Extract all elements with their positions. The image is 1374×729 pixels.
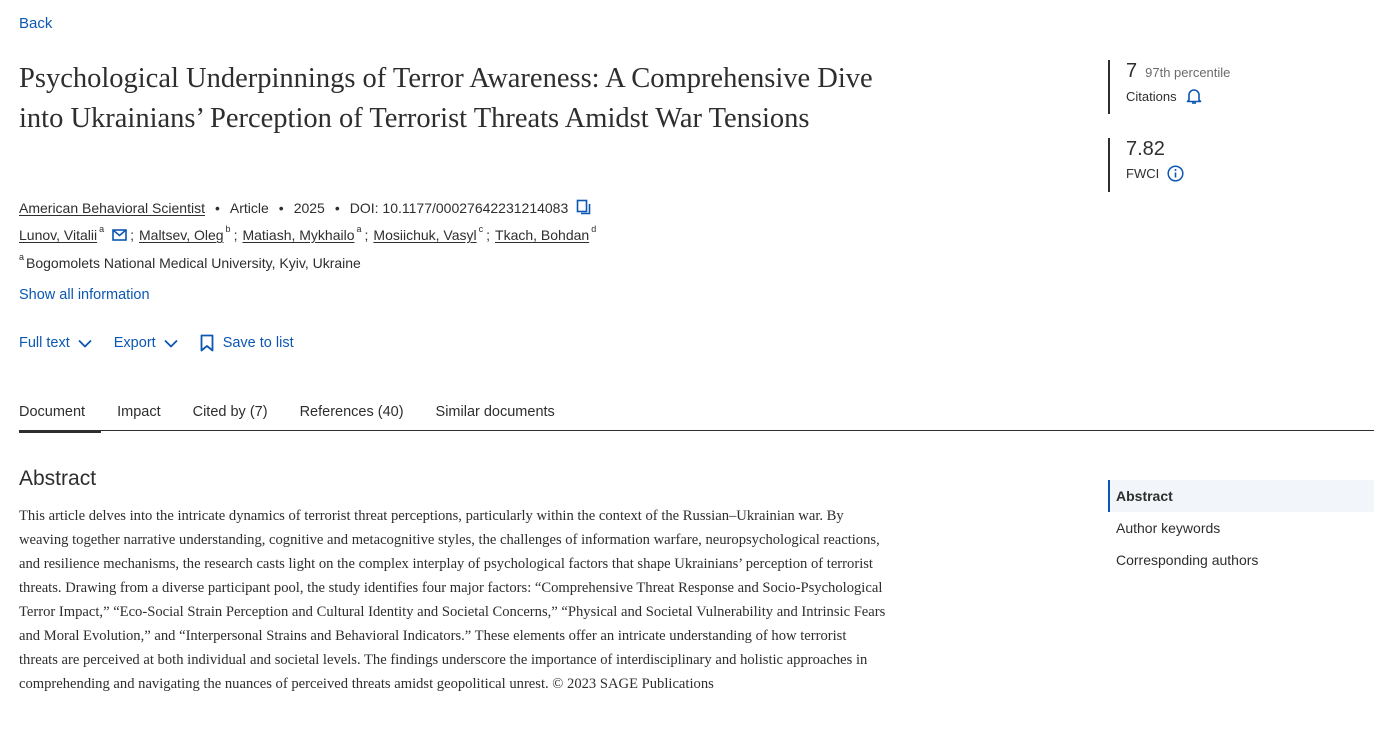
document-tabs [19,404,1374,431]
document-title: Psychological Underpinnings of Terror Awareness: A Comprehensive Dive into Ukrainians’ Perception of Terrorist Threats Amidst War Tensions [19,63,873,134]
document-type: Article [229,199,269,216]
document-year: 2025 [293,199,325,216]
source-row [19,199,592,216]
author-link[interactable]: Maltsev, Oleg [139,227,224,243]
save-to-list-label: Save to list [222,335,294,351]
tab-cited-by[interactable]: Cited by (7) [192,404,268,420]
back-link[interactable]: Back [19,15,53,32]
full-text-label: Full text [19,335,70,351]
toc-item-abstract[interactable]: Abstract [1108,480,1374,512]
separator-dot: • [214,199,220,216]
separator-dot: • [334,199,340,216]
export-label: Export [113,335,156,351]
fwci-label: FWCI [1126,166,1160,181]
chevron-down-icon [164,339,178,348]
chevron-down-icon [78,339,92,348]
bookmark-icon [200,334,214,352]
toc-item-corresponding-authors[interactable]: Corresponding authors [1116,552,1259,568]
fwci-metric [1108,138,1184,192]
tab-similar-documents[interactable]: Similar documents [435,404,555,420]
document-actions [19,334,316,352]
separator-dot: • [278,199,284,216]
affiliation-marker: a [356,224,362,234]
toc-item-author-keywords[interactable]: Author keywords [1116,520,1221,536]
affiliation-row [19,252,361,271]
tab-document[interactable]: Document [19,404,101,431]
show-all-information-link[interactable]: Show all information [19,287,150,303]
table-of-contents [1108,480,1374,576]
fwci-value: 7.82 [1126,138,1165,160]
citations-count: 7 [1126,60,1138,82]
author-link[interactable]: Lunov, Vitalii [19,227,98,243]
author-separator: ; [233,227,238,243]
affiliation-text: Bogomolets National Medical University, Kyiv, Ukraine [26,255,361,271]
source-title-link[interactable]: American Behavioral Scientist [19,199,205,216]
tab-impact[interactable]: Impact [117,404,161,420]
author-link[interactable]: Matiash, Mykhailo [242,227,355,243]
affiliation-marker: b [225,224,231,234]
affiliation-marker: d [591,224,597,234]
tab-references[interactable]: References (40) [299,404,404,420]
author-separator: ; [130,227,134,243]
full-text-button[interactable] [19,335,92,351]
abstract-text: This article delves into the intricate dynamics of terrorist threat perceptions, particularly within the context of the Russian–Ukrainian war. By weaving together narrative understanding, cognitive and metacognitive styles, the challenges of information warfare, neuropsychological reactions, and resilience mechanisms, the research casts light on the complex interplay of psychological factors that shape Ukrainians’ perception of terrorist threats. Drawing from a diverse participant pool, the study identifies four major factors: “Comprehensive Threat Response and Socio-Psychological Terror Impact,” “Eco-Social Strain Perception and Cultural Identity and Societal Concerns,” “Physical and Societal Vulnerability and Intrinsic Fears and Moral Evolution,” and “Interpersonal Strains and Behavioral Indicators.” These elements offer an intricate understanding of how terrorist threats are perceived at both individual and societal levels. The findings underscore the importance of interdisciplinary and holistic approaches in comprehending and navigating the nuances of perceived threats amidst geopolitical unrest. © 2023 SAGE Publications [19,508,886,692]
export-button[interactable] [114,335,178,351]
copy-icon[interactable] [576,199,592,216]
citations-metric [1108,60,1230,114]
citations-percentile: 97th percentile [1145,65,1231,80]
info-icon[interactable] [1167,165,1184,182]
save-to-list-button[interactable] [200,334,294,352]
affiliation-marker: a [99,224,105,234]
bell-icon[interactable] [1185,87,1203,105]
author-separator: ; [364,227,369,243]
document-doi: DOI: 10.1177/00027642231214083 [349,199,569,216]
author-separator: ; [486,227,491,243]
affiliation-marker: c [478,224,484,234]
author-link[interactable]: Mosiichuk, Vasyl [373,227,477,243]
author-link[interactable]: Tkach, Bohdan [495,227,590,243]
authors-row [19,224,597,243]
affiliation-marker: a [19,252,25,262]
abstract-heading: Abstract [19,467,97,490]
mail-icon[interactable] [112,229,127,241]
citations-label: Citations [1126,88,1177,104]
